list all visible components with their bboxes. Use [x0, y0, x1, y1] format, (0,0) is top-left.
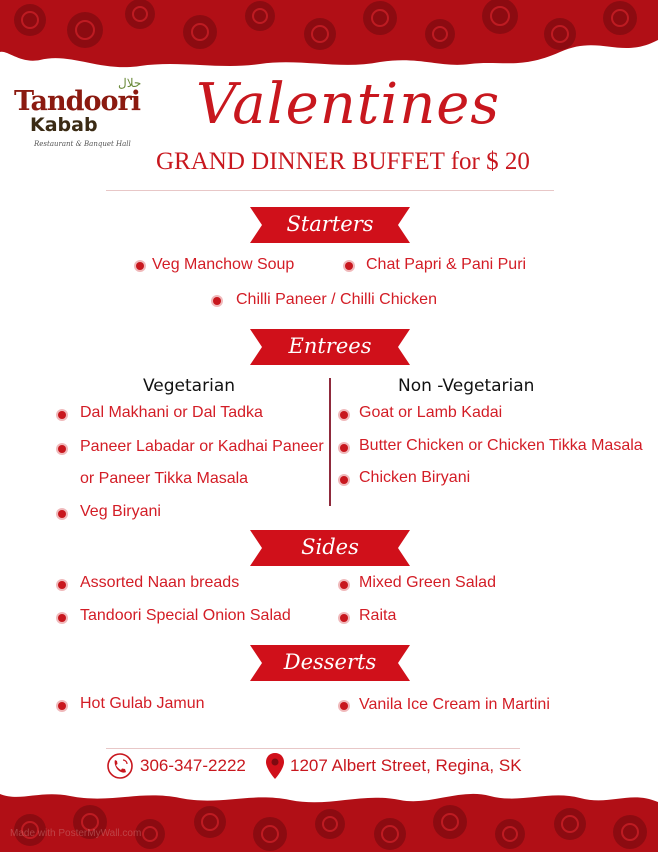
- veg-entree-item: Veg Biryani: [80, 503, 161, 520]
- veg-entree-item: Dal Makhani or Dal Tadka: [80, 404, 263, 421]
- side-item: Mixed Green Salad: [359, 574, 496, 591]
- bullet-icon: [345, 262, 353, 270]
- banner-starters: [250, 207, 410, 243]
- banner-desserts: [250, 645, 410, 681]
- entrees-heading: Entrees: [288, 334, 372, 358]
- restaurant-logo: [4, 76, 154, 156]
- roses-bottom-border: [0, 782, 658, 852]
- banner-entrees: [250, 329, 410, 365]
- column-divider: [329, 378, 331, 506]
- side-item: Assorted Naan breads: [80, 574, 240, 591]
- veg-entree-item: Paneer Labadar or Kadhai Paneer: [80, 438, 324, 455]
- halal-mark: حلال: [118, 76, 142, 90]
- side-item: Raita: [359, 607, 397, 624]
- bullet-icon: [58, 510, 66, 518]
- page-title: Valentines: [196, 72, 501, 137]
- bullet-icon: [58, 411, 66, 419]
- bullet-icon: [58, 445, 66, 453]
- logo-tagline: Restaurant & Banquet Hall: [34, 140, 131, 148]
- dessert-item: Hot Gulab Jamun: [80, 695, 205, 712]
- dessert-item: Vanila Ice Cream in Martini: [359, 696, 550, 713]
- nonveg-entree-item: Chicken Biryani: [359, 469, 471, 486]
- starter-item: Veg Manchow Soup: [152, 256, 295, 273]
- phone-number[interactable]: 306-347-2222: [140, 756, 246, 775]
- starter-item: Chilli Paneer / Chilli Chicken: [236, 291, 437, 308]
- bullet-icon: [213, 297, 221, 305]
- roses-top-border: [0, 0, 658, 80]
- nonveg-entree-item: Butter Chicken or Chicken Tikka Masala: [359, 437, 643, 454]
- bullet-icon: [340, 444, 348, 452]
- bullet-icon: [58, 702, 66, 710]
- bullet-icon: [340, 581, 348, 589]
- starters-heading: Starters: [286, 212, 374, 236]
- phone-icon: [106, 752, 134, 780]
- watermark: Made with PosterMyWall.com: [10, 828, 142, 839]
- bullet-icon: [340, 702, 348, 710]
- non-vegetarian-heading: Non -Vegetarian: [398, 376, 535, 396]
- vegetarian-heading: Vegetarian: [143, 376, 236, 396]
- starter-item: Chat Papri & Pani Puri: [366, 256, 527, 273]
- bullet-icon: [58, 614, 66, 622]
- footer-divider: [106, 748, 520, 749]
- side-item: Tandoori Special Onion Salad: [80, 607, 291, 624]
- header-divider: [106, 190, 554, 191]
- bullet-icon: [340, 614, 348, 622]
- sides-heading: Sides: [301, 535, 359, 559]
- logo-name-line2: Kabab: [30, 114, 98, 136]
- map-pin-icon: [265, 752, 285, 780]
- bullet-icon: [340, 411, 348, 419]
- address: 1207 Albert Street, Regina, SK: [290, 756, 522, 775]
- bullet-icon: [136, 262, 144, 270]
- veg-entree-item-continued: or Paneer Tikka Masala: [80, 470, 249, 487]
- logo-name-line1: Tandoori: [14, 86, 141, 117]
- bullet-icon: [58, 581, 66, 589]
- nonveg-entree-item: Goat or Lamb Kadai: [359, 404, 503, 421]
- desserts-heading: Desserts: [283, 650, 377, 674]
- page-subtitle: GRAND DINNER BUFFET for $ 20: [156, 148, 530, 175]
- bullet-icon: [340, 476, 348, 484]
- banner-sides: [250, 530, 410, 566]
